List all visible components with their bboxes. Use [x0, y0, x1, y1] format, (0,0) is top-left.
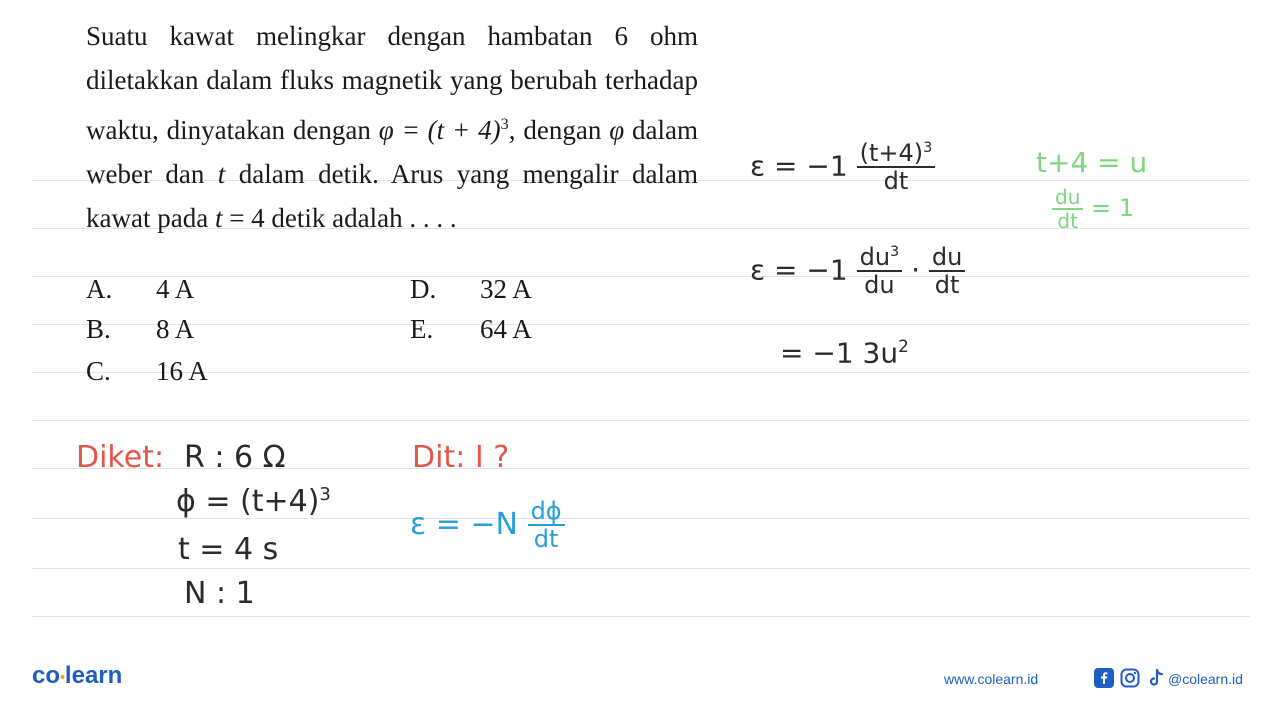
option-c[interactable]: C. 16 A	[86, 356, 208, 386]
ruled-line	[32, 616, 1250, 617]
note-resistance: R : 6 Ω	[184, 440, 286, 475]
substitution-u: t+4 = u	[1036, 146, 1148, 179]
instagram-icon[interactable]	[1120, 668, 1140, 688]
colearn-logo: co•learn	[32, 662, 123, 689]
note-turns: N : 1	[184, 576, 255, 611]
option-d[interactable]: D. 32 A	[410, 274, 532, 304]
dit-label: Dit: I ?	[412, 440, 510, 475]
work-step-1: ε = −1 $\frac{(t+4)^3}{dt}$	[750, 140, 935, 195]
social-handle[interactable]: @colearn.id	[1168, 671, 1243, 687]
tiktok-icon[interactable]	[1146, 668, 1166, 688]
work-step-2: ε = −1 $\frac{du^3}{du}$ · $\frac{du}{dt}$	[750, 244, 965, 299]
ruled-line	[32, 372, 1250, 373]
ruled-line	[32, 568, 1250, 569]
question-text: Suatu kawat melingkar dengan hambatan 6 ohm diletakkan dalam fluks magnetik yang berubah terhadap waktu, dinyatakan dengan $\varphi = (t + 4)^3$, dengan φ dalam weber dan t dalam detik. Arus yang mengalir dalam kawat pada t = 4 detik adalah . . . .	[86, 21, 698, 233]
ruled-line	[32, 324, 1250, 325]
option-b[interactable]: B. 8 A	[86, 314, 195, 344]
work-step-3: = −1 $3u^2$	[780, 336, 909, 370]
facebook-icon[interactable]	[1094, 668, 1114, 688]
option-a[interactable]: A. 4 A	[86, 274, 195, 304]
option-e[interactable]: E. 64 A	[410, 314, 532, 344]
note-time: t = 4 s	[178, 532, 279, 567]
website-link[interactable]: www.colearn.id	[944, 671, 1039, 687]
note-flux: $\phi = (t+4)^3$	[176, 484, 331, 519]
substitution-derivative: $\frac{du}{dt}$ = 1	[1052, 186, 1134, 232]
note-emf-formula: ε = −N $\frac{d\phi}{dt}$	[410, 498, 565, 553]
ruled-line	[32, 276, 1250, 277]
ruled-line	[32, 420, 1250, 421]
diket-label: Diket:	[76, 440, 165, 475]
